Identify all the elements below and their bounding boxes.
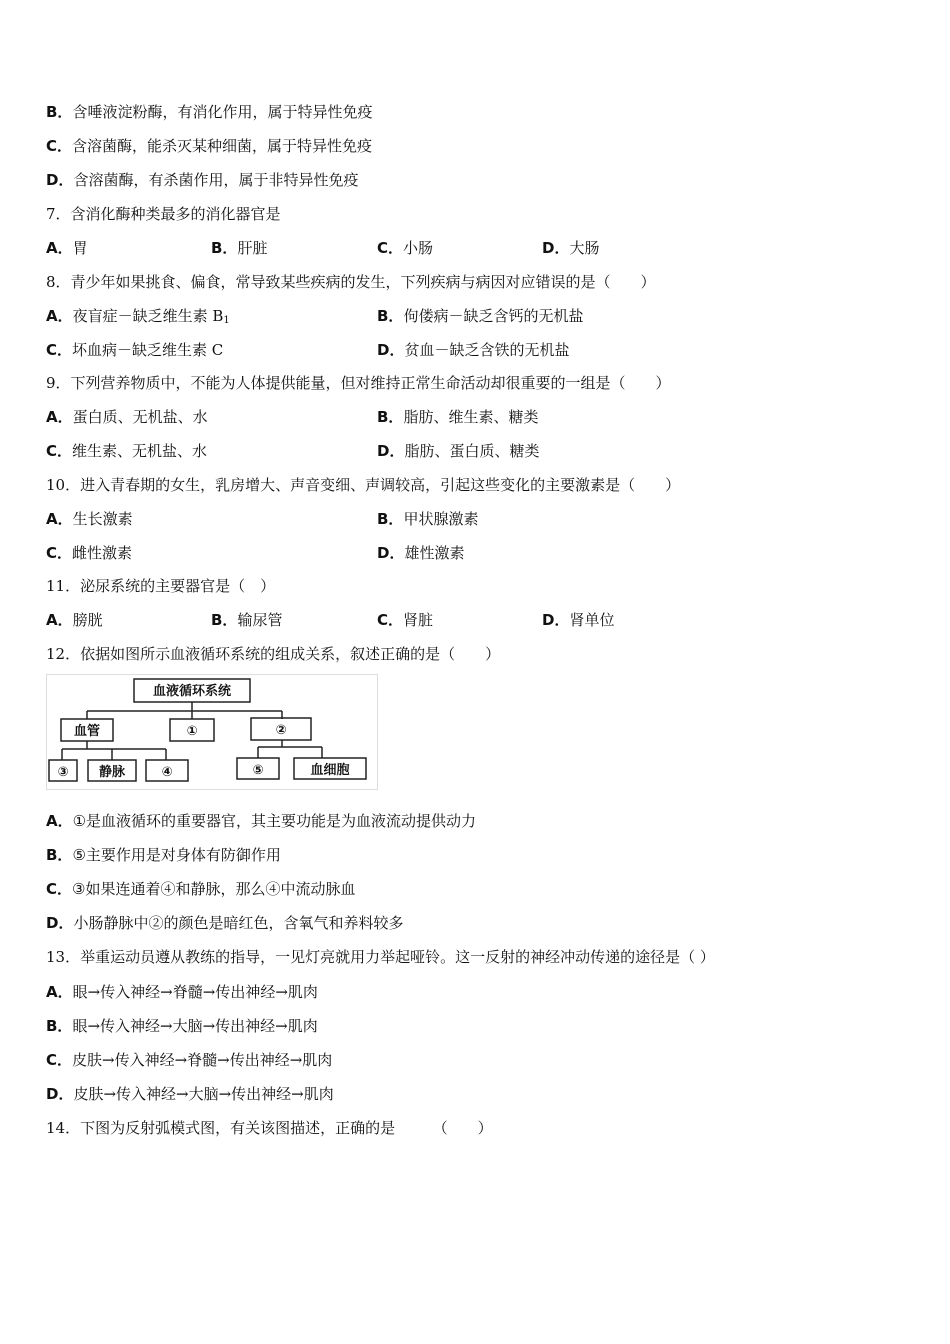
node-1-label: ① (186, 724, 198, 739)
q12-stem: 12．依据如图所示血液循环系统的组成关系，叙述正确的是（ ） (46, 645, 501, 663)
q12-option-a: A．①是血液循环的重要器官，其主要功能是为血液流动提供动力 (46, 812, 477, 830)
node-5-label: ⑤ (252, 763, 264, 778)
node-3-label: ③ (57, 765, 69, 780)
q10-stem: 10．进入青春期的女生，乳房增大、声音变细、声调较高，引起这些变化的主要激素是（ ） (46, 476, 681, 494)
q7-option-a: A．胃 (46, 239, 88, 257)
q7-option-d: D．大肠 (542, 239, 600, 257)
vein-label: 静脉 (98, 765, 126, 780)
q10-option-b: B．甲状腺激素 (377, 510, 479, 528)
root-label: 血液循环系统 (152, 684, 232, 699)
q8-option-d: D．贫血－缺乏含铁的无机盐 (377, 341, 570, 359)
q11-option-b: B．输尿管 (211, 611, 283, 629)
q11-option-d: D．肾单位 (542, 611, 615, 629)
q7-stem: 7．含消化酶种类最多的消化器官是 (46, 205, 281, 223)
q6-option-b: B．含唾液淀粉酶，有消化作用，属于特异性免疫 (46, 103, 373, 121)
q7-option-c: C．小肠 (377, 239, 434, 257)
q9-option-b: B．脂肪、维生素、糖类 (377, 408, 539, 426)
q8-stem: 8．青少年如果挑食、偏食，常导致某些疾病的发生，下列疾病与病因对应错误的是（ ） (46, 273, 656, 291)
q9-option-c: C．维生素、无机盐、水 (46, 442, 208, 460)
q11-option-c: C．肾脏 (377, 611, 434, 629)
q13-option-a: A．眼→传入神经→脊髓→传出神经→肌肉 (46, 983, 318, 1001)
node-2-label: ② (275, 723, 287, 738)
q8-option-c: C．坏血病－缺乏维生素 C (46, 341, 224, 359)
q12-option-b: B．⑤主要作用是对身体有防御作用 (46, 846, 281, 864)
q12-option-d: D．小肠静脉中②的颜色是暗红色，含氧气和养料较多 (46, 914, 404, 932)
node-4-label: ④ (161, 765, 173, 780)
q8-option-b: B．佝偻病－缺乏含钙的无机盐 (377, 307, 584, 325)
blood-cell-label: 血细胞 (310, 763, 350, 778)
vessel-label: 血管 (73, 724, 101, 739)
circulatory-system-diagram (46, 674, 378, 790)
q9-option-a: A．蛋白质、无机盐、水 (46, 408, 208, 426)
q9-stem: 9．下列营养物质中，不能为人体提供能量，但对维持正常生命活动却很重要的一组是（ ） (46, 374, 671, 392)
q12-option-c: C．③如果连通着④和静脉，那么④中流动脉血 (46, 880, 356, 898)
q10-option-d: D．雄性激素 (377, 544, 465, 562)
q14-stem: 14．下图为反射弧模式图，有关该图描述，正确的是 （ ） (46, 1119, 493, 1137)
q8-option-a: A．夜盲症－缺乏维生素 $B_1$ (46, 307, 230, 326)
q6-option-d: D．含溶菌酶，有杀菌作用，属于非特异性免疫 (46, 171, 359, 189)
q13-option-d: D．皮肤→传入神经→大脑→传出神经→肌肉 (46, 1085, 334, 1103)
q6-option-c: C．含溶菌酶，能杀灭某种细菌，属于特异性免疫 (46, 137, 373, 155)
q10-option-c: C．雌性激素 (46, 544, 133, 562)
q10-option-a: A．生长激素 (46, 510, 133, 528)
q7-option-b: B．肝脏 (211, 239, 268, 257)
q13-stem: 13．举重运动员遵从教练的指导，一见灯亮就用力举起哑铃。这一反射的神经冲动传递的途径是（ ） (46, 948, 715, 966)
q11-option-a: A．膀胱 (46, 611, 103, 629)
q13-option-c: C．皮肤→传入神经→脊髓→传出神经→肌肉 (46, 1051, 333, 1069)
q9-option-d: D．脂肪、蛋白质、糖类 (377, 442, 540, 460)
q11-stem: 11．泌尿系统的主要器官是（ ） (46, 577, 276, 595)
q13-option-b: B．眼→传入神经→大脑→传出神经→肌肉 (46, 1017, 318, 1035)
